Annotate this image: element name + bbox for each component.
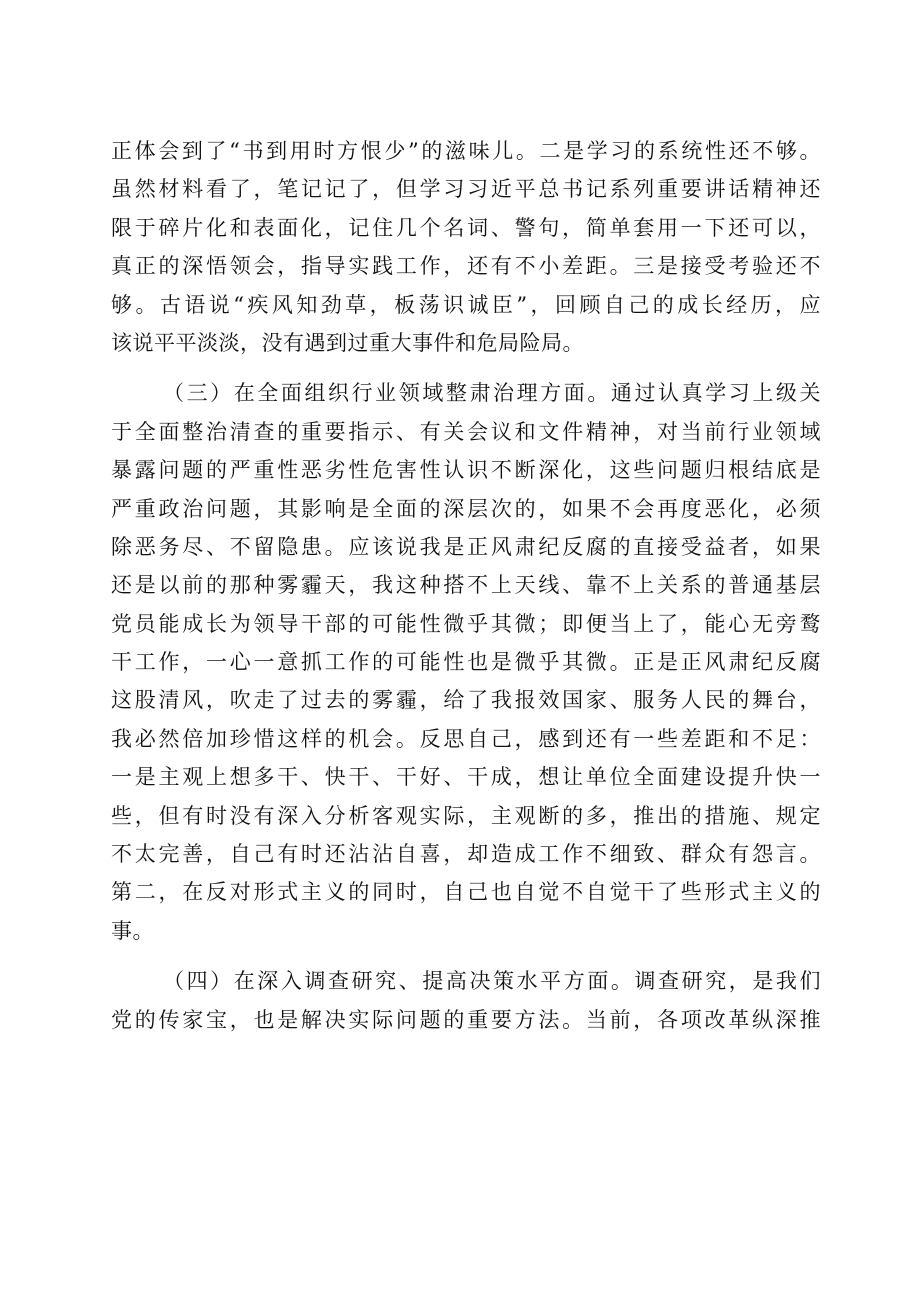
paragraph (111, 132, 821, 362)
text-line: 够。古语说“疾风知劲草，板荡识诚臣”，回顾自己的成长经历，应 (111, 292, 821, 317)
text-line: 党员能成长为领导干部的可能性微乎其微；即便当上了，能心无旁鹜 (111, 611, 821, 636)
text-line: 该说平平淡淡，没有遇到过重大事件和危局险局。 (111, 330, 584, 355)
text-line: 些，但有时没有深入分析客观实际，主观断的多，推出的措施、规定 (111, 803, 821, 828)
text-line: 虽然材料看了，笔记记了，但学习习近平总书记系列重要讲话精神还 (111, 177, 821, 202)
paragraph-gap (111, 950, 821, 962)
text-line: 除恶务尽、不留隐患。应该说我是正风肃纪反腐的直接受益者，如果 (111, 534, 821, 559)
text-line: 暴露问题的严重性恶劣性危害性认识不断深化，这些问题归根结底是 (111, 458, 821, 483)
text-line: 事。 (111, 918, 154, 943)
paragraph (111, 962, 821, 1039)
text-line: 正体会到了“书到用时方恨少”的滋味儿。二是学习的系统性还不够。 (111, 139, 821, 163)
text-line: 真正的深悟领会，指导实践工作，还有不小差距。三是接受考验还不 (111, 254, 821, 279)
text-line: 一是主观上想多干、快干、干好、干成，想让单位全面建设提升快一 (111, 765, 821, 790)
text-line: 干工作，一心一意抓工作的可能性也是微乎其微。正是正风肃纪反腐 (111, 650, 821, 675)
text-line: 这股清风，吹走了过去的雾霾，给了我报效国家、服务人民的舞台， (111, 688, 821, 713)
paragraph-gap (111, 362, 821, 374)
text-line: 第二，在反对形式主义的同时，自己也自觉不自觉干了些形式主义的 (111, 880, 821, 905)
document-body (111, 132, 821, 1039)
text-line: 于全面整治清查的重要指示、有关会议和文件精神，对当前行业领域 (111, 419, 821, 444)
text-line: 党的传家宝，也是解决实际问题的重要方法。当前，各项改革纵深推 (111, 1007, 821, 1032)
paragraph (111, 374, 821, 950)
text-line: 我必然倍加珍惜这样的机会。反思自己，感到还有一些差距和不足： (111, 726, 821, 751)
text-line: 还是以前的那种雾霾天，我这种搭不上天线、靠不上关系的普通基层 (111, 573, 821, 598)
text-line: （三）在全面组织行业领域整肃治理方面。通过认真学习上级关 (163, 381, 821, 406)
text-line: 严重政治问题，其影响是全面的深层次的，如果不会再度恶化，必须 (111, 496, 821, 521)
text-line: （四）在深入调查研究、提高决策水平方面。调查研究，是我们 (163, 969, 821, 994)
text-line: 不太完善，自己有时还沾沾自喜，却造成工作不细致、群众有怨言。 (111, 842, 821, 867)
text-line: 限于碎片化和表面化，记住几个名词、警句，简单套用一下还可以， (111, 215, 821, 240)
